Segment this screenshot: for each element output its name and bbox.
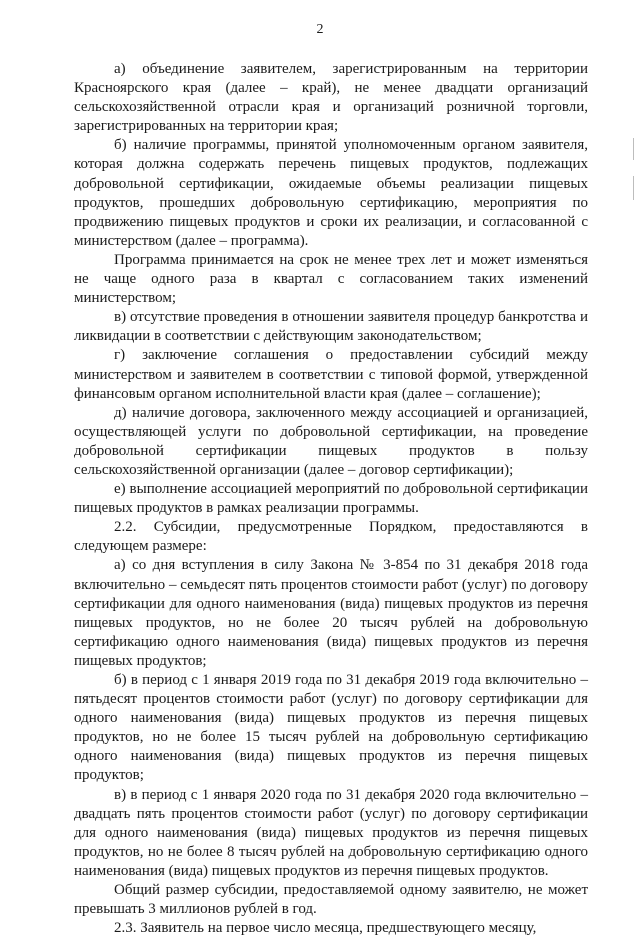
document-body [74, 60, 588, 938]
paragraph: в) в период с 1 января 2020 года по 31 декабря 2020 года включительно – двадцать пять процентов стоимости работ (услуг) по договору сертификации для одного наименования (вида) пищевых продуктов из перечня пищевых продуктов, но не более 8 тысяч рублей на добровольную сертификацию одного наименования (вида) пищевых продуктов из перечня пищевых продуктов. [74, 786, 588, 879]
scan-edge-mark [633, 176, 634, 200]
paragraph: д) наличие договора, заключенного между ассоциацией и организацией, осуществляющей услуги по добровольной сертификации, на проведение добровольной сертификации пищевых продуктов в пользу сельскохозяйственной организации (далее – договор сертификации); [74, 404, 588, 478]
paragraph: 2.3. Заявитель на первое число месяца, предшествующего месяцу, [114, 920, 537, 937]
paragraph: 2.2. Субсидии, предусмотренные Порядком, предоставляются в следующем размере: [74, 519, 588, 555]
paragraph: е) выполнение ассоциацией мероприятий по добровольной сертификации пищевых продуктов в рамках реализации программы. [74, 481, 588, 517]
paragraph: г) заключение соглашения о предоставлении субсидий между министерством и заявителем в соответствии с типовой формой, утвержденной финансовым органом исполнительной власти края (далее – соглашение); [74, 347, 588, 402]
paragraph: б) наличие программы, принятой уполномоченным органом заявителя, которая должна содержать перечень пищевых продуктов, подлежащих добровольной сертификации, ожидаемые объемы реализации пищевых продуктов, прошедших добровольную сертификацию, мероприятия по продвижению пищевых продуктов и сроки их реализации, и согласованной с министерством (далее – программа). [74, 137, 588, 249]
scan-edge-mark [633, 138, 634, 160]
page-number: 2 [316, 22, 324, 37]
paragraph: а) со дня вступления в силу Закона № 3-854 по 31 декабря 2018 года включительно – семьдесят пять процентов стоимости работ (услуг) по договору сертификации для одного наименования (вида) пищевых продуктов из перечня пищевых продуктов, но не более 20 тысяч рублей на добровольную сертификацию одного наименования (вида) пищевых продуктов из перечня пищевых продуктов; [74, 557, 588, 669]
paragraph: в) отсутствие проведения в отношении заявителя процедур банкротства и ликвидации в соответствии с действующим законодательством; [74, 309, 588, 345]
paragraph: Общий размер субсидии, предоставляемой одному заявителю, не может превышать 3 миллионов рублей в год. [74, 882, 588, 918]
paragraph: а) объединение заявителем, зарегистрированным на территории Красноярского края (далее – край), не менее двадцати организаций сельскохозяйственной отрасли края и организаций розничной торговли, зарегистрированных на территории края; [74, 61, 588, 135]
paragraph: б) в период с 1 января 2019 года по 31 декабря 2019 года включительно – пятьдесят процентов стоимости работ (услуг) по договору сертификации для одного наименования (вида) пищевых продуктов из перечня пищевых продуктов, но не более 15 тысяч рублей на добровольную сертификацию одного наименования (вида) пищевых продуктов из перечня пищевых продуктов; [74, 672, 588, 784]
paragraph: Программа принимается на срок не менее трех лет и может изменяться не чаще одного раза в квартал с согласованием таких изменений министерством; [74, 251, 588, 307]
